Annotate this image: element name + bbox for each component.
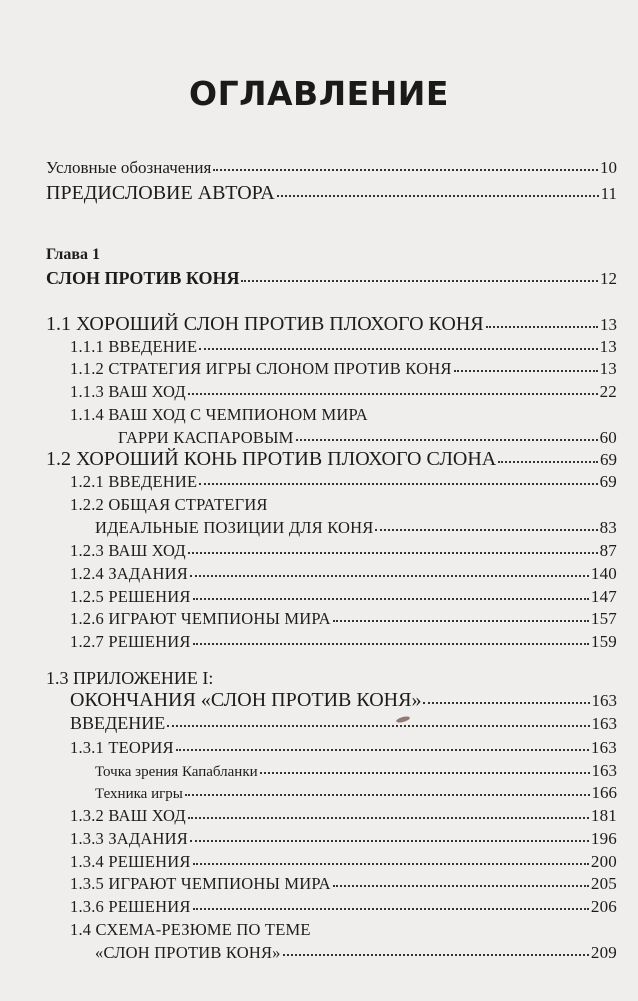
toc-entry xyxy=(70,738,617,758)
leader-dots xyxy=(188,817,589,819)
toc-entry xyxy=(70,689,617,712)
toc-entry xyxy=(70,713,617,734)
toc-entry-text: 1.2.4 ЗАДАНИЯ xyxy=(70,564,188,583)
toc-entry-page: 163 xyxy=(591,714,617,733)
toc-entry-page: 11 xyxy=(600,184,617,203)
toc-entry xyxy=(70,382,617,402)
leader-dots xyxy=(213,169,598,171)
toc-entry xyxy=(70,829,617,849)
leader-dots xyxy=(190,575,589,577)
leader-dots xyxy=(193,863,589,865)
toc-entry-text: «СЛОН ПРОТИВ КОНЯ» xyxy=(95,943,281,962)
toc-entry-text: ПРЕДИСЛОВИЕ АВТОРА xyxy=(46,182,275,204)
leader-dots xyxy=(333,620,589,622)
leader-dots xyxy=(193,908,589,910)
toc-entry xyxy=(118,428,617,448)
toc-entry-text: Точка зрения Капабланки xyxy=(95,764,258,780)
toc-entry-page: 140 xyxy=(590,564,617,583)
leader-dots xyxy=(486,326,598,328)
toc-entry-page: 69 xyxy=(600,450,617,469)
toc-entry xyxy=(70,852,617,872)
leader-dots xyxy=(199,348,597,350)
toc-entry-text: 1.1.3 ВАШ ХОД xyxy=(70,382,186,401)
toc-entry xyxy=(70,337,617,357)
toc-entry-text: ИДЕАЛЬНЫЕ ПОЗИЦИИ ДЛЯ КОНЯ xyxy=(95,518,374,537)
toc-entry xyxy=(46,448,617,471)
toc-entry-text: 1.2.2 ОБЩАЯ СТРАТЕГИЯ xyxy=(70,495,268,514)
toc-entry xyxy=(46,158,617,178)
toc-entry-page: 159 xyxy=(590,632,617,651)
toc-entry xyxy=(70,632,617,652)
toc-entry-text: 1.3.6 РЕШЕНИЯ xyxy=(70,897,191,916)
toc-entry-text: 1.1.1 ВВЕДЕНИЕ xyxy=(70,337,198,356)
toc-entry-text: 1.4 СХЕМА-РЕЗЮМЕ ПО ТЕМЕ xyxy=(70,920,311,939)
leader-dots xyxy=(193,598,589,600)
toc-entry-page: 147 xyxy=(590,587,617,606)
toc-entry xyxy=(46,182,617,205)
toc-entry-text: 1.2.1 ВВЕДЕНИЕ xyxy=(70,472,198,491)
toc-entry-page: 163 xyxy=(590,738,617,757)
chapter-label: Глава 1 xyxy=(46,246,100,263)
toc-entry-page: 163 xyxy=(591,761,617,780)
toc-entry xyxy=(95,761,617,781)
toc-entry-page: 163 xyxy=(591,691,617,710)
toc-entry-page: 87 xyxy=(599,541,617,560)
toc-entry-text: 1.2.5 РЕШЕНИЯ xyxy=(70,587,191,606)
toc-entry-page: 181 xyxy=(590,806,617,825)
toc-entry-text: ОКОНЧАНИЯ «СЛОН ПРОТИВ КОНЯ» xyxy=(70,689,422,711)
leader-dots xyxy=(188,393,598,395)
toc-entry-text: СЛОН ПРОТИВ КОНЯ xyxy=(46,268,240,288)
toc-entry-text: Условные обозначения xyxy=(46,158,212,177)
toc-entry-text: ВВЕДЕНИЕ xyxy=(70,713,166,733)
leader-dots xyxy=(423,702,589,704)
leader-dots xyxy=(375,529,597,531)
leader-dots xyxy=(188,552,598,554)
toc-entry-text: Техника игры xyxy=(95,786,183,802)
toc-entry-text: 1.2.7 РЕШЕНИЯ xyxy=(70,632,191,651)
toc-entry-text: 1.1.2 СТРАТЕГИЯ ИГРЫ СЛОНОМ ПРОТИВ КОНЯ xyxy=(70,359,452,378)
leader-dots xyxy=(260,772,590,774)
toc-entry-page: 205 xyxy=(590,874,617,893)
toc-entry-page: 209 xyxy=(590,943,617,962)
toc-entry-text: 1.3.2 ВАШ ХОД xyxy=(70,806,186,825)
toc-entry xyxy=(70,564,617,584)
toc-entry-page: 206 xyxy=(590,897,617,916)
toc-entry-page: 60 xyxy=(599,428,617,447)
toc-entry-text: 1.1 ХОРОШИЙ СЛОН ПРОТИВ ПЛОХОГО КОНЯ xyxy=(46,313,484,335)
leader-dots xyxy=(283,954,589,956)
leader-dots xyxy=(190,840,589,842)
toc-entry-page: 157 xyxy=(590,609,617,628)
toc-entry xyxy=(46,313,617,336)
toc-entry-text: 1.2 ХОРОШИЙ КОНЬ ПРОТИВ ПЛОХОГО СЛОНА xyxy=(46,448,497,470)
toc-entry xyxy=(70,472,617,492)
toc-entry xyxy=(70,874,617,894)
leader-dots xyxy=(176,749,589,751)
toc-entry-text: 1.3.4 РЕШЕНИЯ xyxy=(70,852,191,871)
toc-entry-text: 1.2.6 ИГРАЮТ ЧЕМПИОНЫ МИРА xyxy=(70,609,331,628)
toc-entry-page: 13 xyxy=(599,337,617,356)
toc-entry-page: 200 xyxy=(590,852,617,871)
toc-entry-page: 10 xyxy=(600,158,617,177)
toc-entry-text: 1.3.5 ИГРАЮТ ЧЕМПИОНЫ МИРА xyxy=(70,874,331,893)
leader-dots xyxy=(277,195,599,197)
toc-entry xyxy=(70,609,617,629)
toc-entry-text: 1.3 ПРИЛОЖЕНИЕ I: xyxy=(46,668,214,688)
toc-entry-page: 83 xyxy=(599,518,617,537)
toc-entry xyxy=(70,587,617,607)
leader-dots xyxy=(498,461,598,463)
toc-entry-page: 22 xyxy=(599,382,617,401)
toc-entry-text: 1.2.3 ВАШ ХОД xyxy=(70,541,186,560)
toc-entry-page: 12 xyxy=(600,269,617,288)
leader-dots xyxy=(333,885,589,887)
toc-entry-page: 69 xyxy=(599,472,617,491)
toc-entry xyxy=(95,943,617,963)
leader-dots xyxy=(199,483,597,485)
toc-entry xyxy=(70,806,617,826)
toc-entry xyxy=(70,897,617,917)
leader-dots xyxy=(454,370,598,372)
toc-entry-text: ГАРРИ КАСПАРОВЫМ xyxy=(118,428,294,447)
leader-dots xyxy=(241,280,598,282)
leader-dots xyxy=(167,725,589,727)
toc-entry xyxy=(70,359,617,379)
toc-entry-text: 1.3.3 ЗАДАНИЯ xyxy=(70,829,188,848)
toc-entry-page: 166 xyxy=(591,783,617,802)
toc-entry-text: 1.1.4 ВАШ ХОД С ЧЕМПИОНОМ МИРА xyxy=(70,405,368,424)
leader-dots xyxy=(193,643,589,645)
toc-entry-page: 196 xyxy=(590,829,617,848)
toc-entry-text: 1.3.1 ТЕОРИЯ xyxy=(70,738,174,757)
toc-entry xyxy=(46,268,617,289)
leader-dots xyxy=(185,794,590,796)
toc-entry xyxy=(95,518,617,538)
toc-entry-page: 13 xyxy=(600,315,617,334)
page-title: ОГЛАВЛЕНИЕ xyxy=(189,74,449,113)
toc-entry xyxy=(70,541,617,561)
toc-entry xyxy=(95,783,617,803)
leader-dots xyxy=(296,439,598,441)
toc-entry-page: 13 xyxy=(599,359,617,378)
